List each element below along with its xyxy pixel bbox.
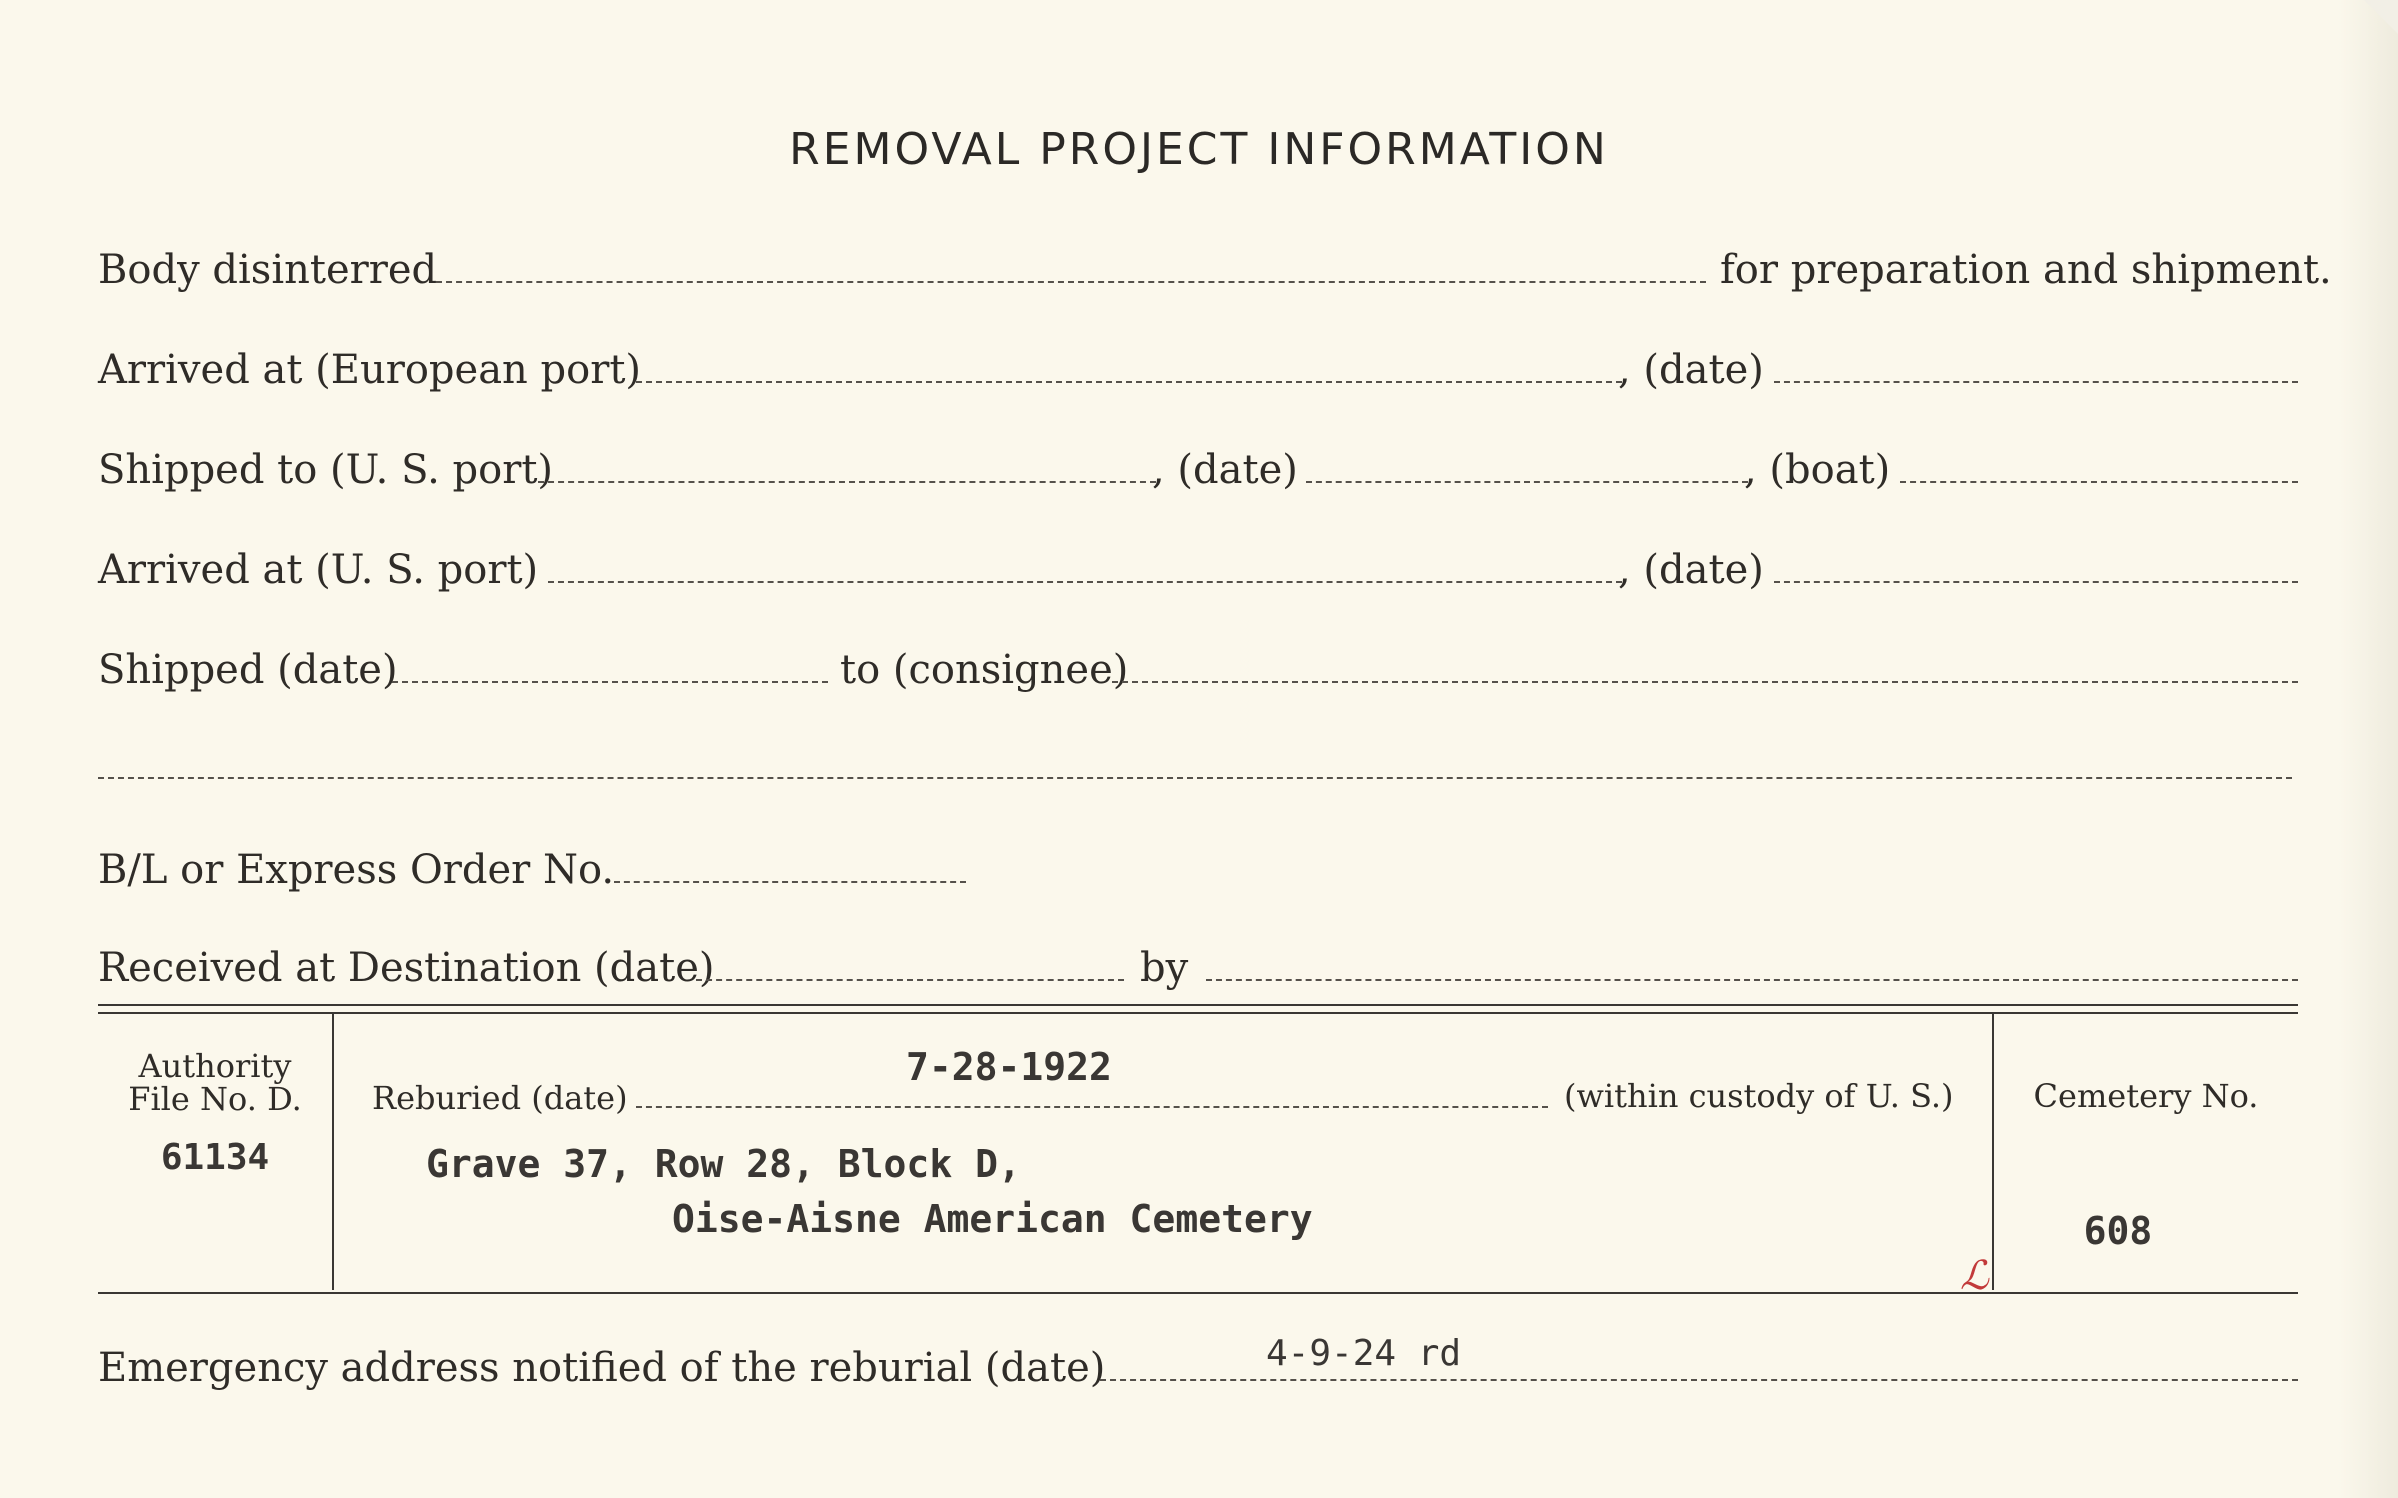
preparation-shipment-label: for preparation and shipment.: [1720, 247, 2332, 293]
arrived-us-date-line: [1774, 581, 2298, 583]
received-destination-label: Received at Destination (date): [98, 945, 715, 991]
shipped-us-date-label: , (date): [1152, 447, 1298, 493]
grave-location-line1: Grave 37, Row 28, Block D,: [426, 1142, 1021, 1186]
arrived-us-port-label: Arrived at (U. S. port): [98, 547, 539, 593]
shipped-us-boat-label: , (boat): [1744, 447, 1891, 493]
form-title: REMOVAL PROJECT INFORMATION: [789, 124, 1609, 175]
authority-divider: [332, 1014, 334, 1290]
cemetery-ink-mark: ℒ: [1960, 1253, 1989, 1299]
shipped-us-date-line: [1306, 481, 1748, 483]
section-rule-bottom: [98, 1292, 2298, 1294]
grave-location-line2: Oise-Aisne American Cemetery: [672, 1197, 1313, 1241]
shipped-date-line: [392, 681, 828, 683]
bl-order-label: B/L or Express Order No.: [98, 847, 615, 893]
consignee-line: [1112, 681, 2298, 683]
shipped-us-port-line: [538, 481, 1156, 483]
reburied-date-label: Reburied (date): [372, 1079, 628, 1117]
received-by-line: [1206, 979, 2298, 981]
consignee-continuation-line: [98, 777, 2292, 779]
authority-label-line2: File No. D.: [128, 1080, 302, 1118]
emergency-date-line: [1100, 1379, 2298, 1381]
emergency-date-value: 4-9-24 rd: [1266, 1333, 1462, 1374]
reburied-date-value: 7-28-1922: [906, 1045, 1112, 1089]
received-by-label: by: [1140, 945, 1189, 991]
custody-label: (within custody of U. S.): [1564, 1077, 1954, 1115]
emergency-address-label: Emergency address notified of the reburial (date): [98, 1345, 1106, 1391]
consignee-label: to (consignee): [840, 647, 1129, 693]
reburied-date-line: [636, 1106, 1548, 1108]
shipped-us-boat-line: [1900, 481, 2298, 483]
card-edge-shadow: [2338, 0, 2398, 1498]
authority-label-line1: Authority: [138, 1047, 292, 1085]
arrived-us-date-label: , (date): [1618, 547, 1764, 593]
arrived-european-port-line: [636, 381, 1622, 383]
arrived-european-port-label: Arrived at (European port): [98, 347, 642, 393]
card-corner: [2364, 0, 2398, 34]
shipped-date-label: Shipped (date): [98, 647, 398, 693]
arrived-us-port-line: [548, 581, 1622, 583]
shipped-us-port-label: Shipped to (U. S. port): [98, 447, 553, 493]
section-rule-top-2: [98, 1012, 2298, 1014]
arrived-european-date-line: [1774, 381, 2298, 383]
body-disinterred-line: [436, 281, 1706, 283]
received-date-line: [696, 979, 1124, 981]
body-disinterred-label: Body disinterred: [98, 247, 438, 293]
authority-file-number: 61134: [160, 1137, 270, 1178]
cemetery-number-value: 608: [2083, 1209, 2153, 1253]
cemetery-number-label: Cemetery No.: [2033, 1077, 2259, 1115]
bl-order-line: [614, 881, 966, 883]
section-rule-top-1: [98, 1004, 2298, 1006]
arrived-european-date-label: , (date): [1618, 347, 1764, 393]
